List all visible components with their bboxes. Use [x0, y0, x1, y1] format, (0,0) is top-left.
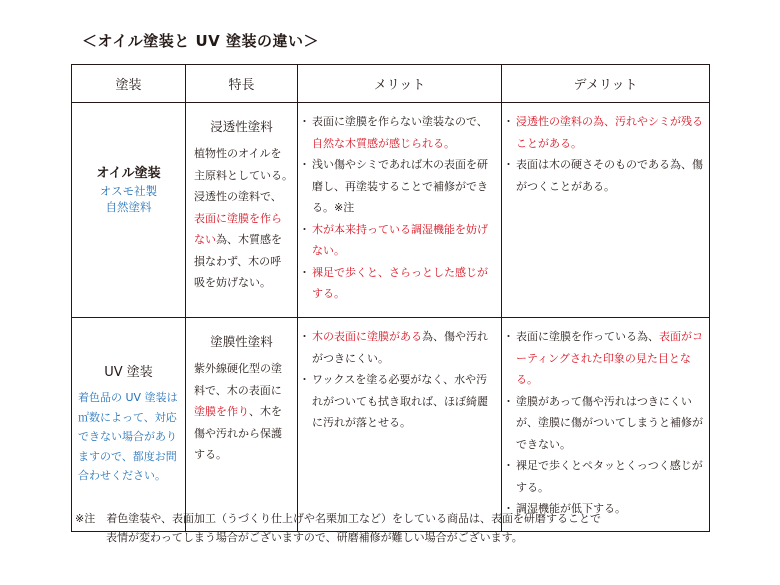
- uv-type-cell: [72, 318, 186, 532]
- uv-demerit-item: ・ 塗膜があって傷や汚れはつきにくいが、塗膜に傷がついてしまうと補修ができない。: [506, 391, 705, 456]
- uv-type-note: 着色品の UV 塗装は ㎡数によって、対応 できない場合があり ますので、都度お問 合わせください。: [78, 391, 178, 482]
- oil-merit-item: ・ 木が本来持っている調湿機能を妨げない。: [302, 219, 497, 262]
- oil-feature-text: [194, 143, 297, 294]
- oil-feature-tail: 為、木質感を: [216, 233, 282, 246]
- oil-feature-line: 浸透性の塗料で、: [194, 190, 282, 203]
- uv-feature-line: する。: [194, 448, 227, 461]
- footnote-line: ※注 着色塗装や、表面加工（うづくり仕上げや名栗加工など）をしている商品は、表面を研磨することで: [75, 512, 601, 525]
- oil-feature-line: 吸を妨げない。: [194, 276, 271, 289]
- oil-type-cell: [72, 103, 186, 318]
- oil-feature-title: 浸透性塗料: [210, 119, 273, 134]
- page-title: ＜オイル塗装と UV 塗装の違い＞: [82, 32, 319, 50]
- oil-merit-item: ・ 表面に塗膜を作らない塗装なので、自然な木質感が感じられる。: [302, 111, 497, 154]
- oil-feature-line: 損なわず、木の呼: [194, 254, 282, 268]
- oil-feature-cell: [186, 103, 298, 318]
- uv-feature-cell: [186, 318, 298, 532]
- oil-merits-cell: [298, 103, 502, 318]
- oil-feature-line: 植物性のオイルを: [194, 147, 282, 160]
- oil-feature-line: [194, 208, 297, 230]
- oil-type-name: オイル塗装: [96, 166, 161, 181]
- header-features: 特長: [186, 65, 298, 103]
- footnote-line: 表情が変わってしまう場合がございますので、研磨補修が難しい場合がございます。: [106, 530, 523, 544]
- comparison-table: [71, 64, 710, 532]
- uv-demerit-item: ・ 裸足で歩くとペタッとくっつく感じがする。: [506, 455, 705, 498]
- uv-merit-item: ・ 木の表面に塗膜がある為、傷や汚れがつきにくい。: [302, 326, 497, 369]
- table-row-oil: [72, 103, 710, 318]
- oil-demerits-list: [506, 111, 705, 197]
- oil-merit-item: ・ 裸足で歩くと、さらっとした感じがする。: [302, 262, 497, 305]
- oil-demerit-item: ・ 浸透性の塗料の為、汚れやシミが残ることがある。: [506, 111, 705, 154]
- uv-feature-highlight: 塗膜を作り: [194, 405, 249, 418]
- oil-feature-line: 主原料としている。: [194, 168, 293, 182]
- uv-feature-title: 塗膜性塗料: [210, 334, 273, 349]
- header-coating: 塗装: [72, 65, 186, 103]
- uv-demerit-item: ・ 表面に塗膜を作っている為、表面がコーティングされた印象の見た目となる。: [506, 326, 705, 391]
- oil-merits-list: [302, 111, 497, 305]
- oil-demerits-cell: [502, 103, 710, 318]
- uv-feature-line: 傷や汚れから保護: [194, 426, 282, 440]
- uv-demerits-cell: [502, 318, 710, 532]
- uv-feature-line: 紫外線硬化型の塗: [194, 362, 282, 375]
- uv-feature-text: [194, 358, 297, 466]
- oil-type-kind: 自然塗料: [105, 200, 152, 214]
- uv-merits-cell: [298, 318, 502, 532]
- uv-merits-list: [302, 326, 497, 434]
- uv-feature-tail: 、木を: [249, 405, 282, 418]
- oil-demerit-item: ・ 表面は木の硬さそのものである為、傷がつくことがある。: [506, 154, 705, 197]
- uv-feature-line: 料で、木の表面に: [194, 383, 282, 397]
- uv-merit-item: ・ ワックスを塗る必要がなく、水や汚れがついても拭き取れば、ほぼ綺麗に汚れが落とせる。: [302, 369, 497, 434]
- oil-feature-highlight: ない: [194, 233, 216, 246]
- oil-merit-item: ・ 浅い傷やシミであれば木の表面を研磨し、再塗装することで補修ができる。※注: [302, 154, 497, 219]
- uv-feature-line: [194, 401, 297, 423]
- oil-feature-highlight: 表面に塗膜を作ら: [194, 211, 282, 225]
- table-row-uv: [72, 318, 710, 532]
- header-demerits: デメリット: [502, 65, 710, 103]
- uv-demerit-item: ・ 調湿機能が低下する。: [506, 498, 705, 520]
- uv-type-name: UV 塗装: [104, 365, 153, 380]
- footnote: [75, 510, 601, 547]
- uv-demerits-list: [506, 326, 705, 520]
- table-header-row: [72, 65, 710, 103]
- header-merits: メリット: [298, 65, 502, 103]
- oil-feature-line: [194, 229, 297, 251]
- oil-type-maker: オスモ社製: [99, 184, 158, 198]
